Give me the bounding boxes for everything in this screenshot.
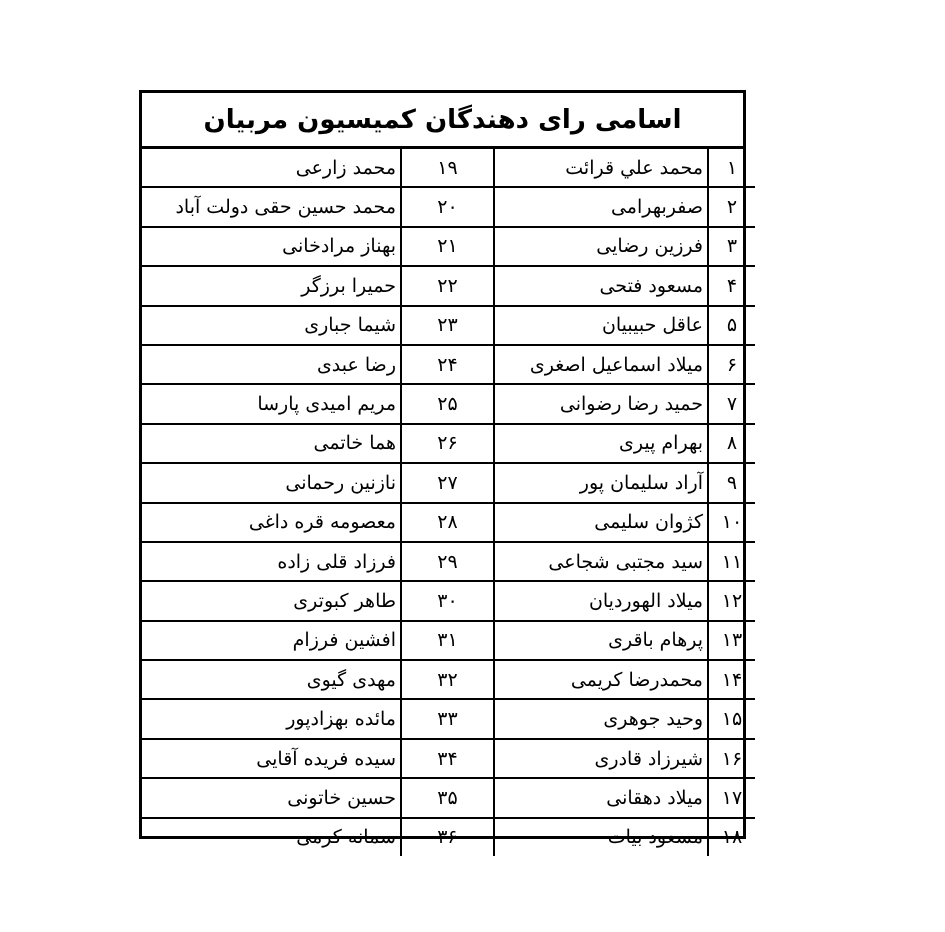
voters-table-frame [139,90,746,849]
voter-name-right: آراد سلیمان پور [494,463,708,502]
row-number-left: ۳۶ [401,818,494,856]
voter-name-right: فرزین رضایی [494,227,708,266]
row-number-right: ۶ [708,345,755,384]
row-number-left: ۱۹ [401,149,494,187]
row-number-right: ۱۷ [708,778,755,817]
voter-name-right: محمد علي قرائت [494,149,708,187]
table-row [142,187,755,226]
table-row [142,739,755,778]
voter-name-right: صفربهرامی [494,187,708,226]
voter-name-left: طاهر کبوتری [142,581,401,620]
table-row [142,384,755,423]
row-number-right: ۱۵ [708,699,755,738]
voter-name-right: میلاد دهقانی [494,778,708,817]
row-number-right: ۴ [708,266,755,305]
row-number-left: ۲۵ [401,384,494,423]
table-row [142,306,755,345]
row-number-right: ۱۴ [708,660,755,699]
voter-name-left: مائده بهزادپور [142,699,401,738]
table-title: اسامی رای دهندگان کمیسیون مربیان [142,93,743,149]
voter-name-right: بهرام پیری [494,424,708,463]
row-number-left: ۳۱ [401,621,494,660]
table-row [142,424,755,463]
row-number-right: ۱۸ [708,818,755,856]
voter-name-left: حمیرا برزگر [142,266,401,305]
row-number-right: ۸ [708,424,755,463]
voter-name-left: رضا عبدی [142,345,401,384]
row-number-left: ۲۳ [401,306,494,345]
voters-table-body [142,149,755,856]
row-number-right: ۱۶ [708,739,755,778]
row-number-left: ۳۰ [401,581,494,620]
table-row [142,503,755,542]
voter-name-left: هما خاتمی [142,424,401,463]
row-number-right: ۱۲ [708,581,755,620]
row-number-left: ۲۴ [401,345,494,384]
row-number-right: ۷ [708,384,755,423]
voter-name-left: بهناز مرادخانی [142,227,401,266]
voter-name-left: حسین خاتونی [142,778,401,817]
voter-name-left: سمانه کرمی [296,826,396,849]
voter-name-right: میلاد اسماعیل اصغری [494,345,708,384]
voter-name-right: عاقل حبیبیان [494,306,708,345]
row-number-left: ۲۱ [401,227,494,266]
voter-name-left: معصومه قره داغی [142,503,401,542]
table-row [142,818,755,856]
table-row [142,660,755,699]
voter-name-left: محمد حسین حقی دولت آباد [142,187,401,226]
row-number-left: ۳۲ [401,660,494,699]
table-row [142,621,755,660]
voter-name-right: سید مجتبی شجاعی [494,542,708,581]
row-number-left: ۲۹ [401,542,494,581]
row-number-left: ۲۸ [401,503,494,542]
table-row [142,227,755,266]
table-row [142,266,755,305]
row-number-right: ۱۳ [708,621,755,660]
table-row [142,699,755,738]
row-number-right: ۳ [708,227,755,266]
row-number-right: ۹ [708,463,755,502]
table-row [142,778,755,817]
voter-name-left: سیده فریده آقایی [142,739,401,778]
voter-name-right: میلاد الهوردیان [494,581,708,620]
voter-name-left: نازنین رحمانی [142,463,401,502]
row-number-right: ۱ [708,149,755,187]
voter-name-right: حمید رضا رضوانی [494,384,708,423]
row-number-right: ۱۰ [708,503,755,542]
voter-name-left: شیما جباری [142,306,401,345]
voter-name-right: مسعود فتحی [494,266,708,305]
voter-name-right: مسعود بیات [494,818,708,856]
row-number-left: ۲۰ [401,187,494,226]
row-number-left: ۳۴ [401,739,494,778]
voter-name-right: پرهام باقری [494,621,708,660]
row-number-right: ۲ [708,187,755,226]
voter-name-left: مریم امیدی پارسا [142,384,401,423]
row-number-right: ۵ [708,306,755,345]
voter-name-right: وحید جوهری [494,699,708,738]
table-row [142,345,755,384]
voter-name-right: محمدرضا کریمی [494,660,708,699]
row-number-left: ۲۲ [401,266,494,305]
voter-name-right: کژوان سلیمی [494,503,708,542]
table-row [142,463,755,502]
row-number-left: ۲۶ [401,424,494,463]
voter-name-left: محمد زارعی [142,149,401,187]
row-number-left: ۲۷ [401,463,494,502]
row-number-left: ۳۳ [401,699,494,738]
voter-name-left: افشین فرزام [142,621,401,660]
voter-name-left: فرزاد قلی زاده [142,542,401,581]
table-row [142,581,755,620]
row-number-right: ۱۱ [708,542,755,581]
voter-name-left: مهدی گیوی [142,660,401,699]
row-number-left: ۳۵ [401,778,494,817]
voter-name-right: شیرزاد قادری [494,739,708,778]
table-row [142,149,755,187]
table-row [142,542,755,581]
voters-table [142,149,755,856]
